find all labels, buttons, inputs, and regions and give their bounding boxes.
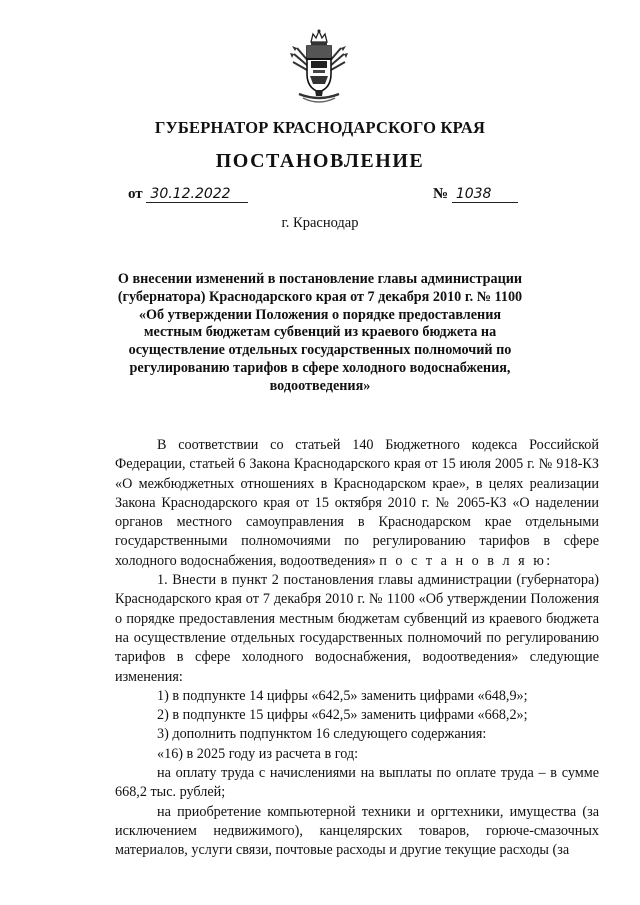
wages-paragraph: на оплату труда с начислениями на выплаты по оплате труда – в сумме 668,2 тыс. рублей; — [115, 765, 599, 801]
number-prefix: № — [433, 186, 449, 202]
date-value: 30.12.2022 — [146, 187, 248, 203]
document-type: ПОСТАНОВЛЕНИЕ — [215, 150, 425, 172]
document-body — [115, 436, 599, 861]
item-1: 1. Внести в пункт 2 постановления главы администрации (губернатора) Краснодарского края от 7 декабря 2010 г. № 1100 «Об утверждении Положения о порядке предоставления местным бюджетам субвенций из краевого бюджета на осуществление отдельных государственных полномочий по регулированию тарифов в сфере холодного водоснабжения, водоотведения» следующие изменения: — [115, 572, 599, 685]
subitem-16: «16) в 2025 году из расчета в год: — [157, 745, 359, 762]
equipment-paragraph: на приобретение компьютерной техники и оргтехники, имущества (за исключением недвижимого), канцелярских товаров, горюче-смазочных материалов, услуги связи, почтовые расходы и другие текущие расходы (за — [115, 803, 599, 859]
authority-title: ГУБЕРНАТОР КРАСНОДАРСКОГО КРАЯ — [154, 118, 486, 137]
preamble-text: В соответствии со статьей 140 Бюджетного кодекса Российской Федерации, статьей 6 Закона Краснодарского края от 15 июля 2005 г. № 918-КЗ «О межбюджетных отношениях в Краснодарском крае», в целях реализации Закона Краснодарского края от 15 октября 2010 г. № 2065-КЗ «О наделении органов местного самоуправления в Краснодарском крае отдельными государственными полномочиями по регулированию тарифов в сфере холодного водоснабжения, водоотведения» — [115, 437, 599, 569]
preamble-paragraph — [115, 436, 599, 571]
krasnodar-coat-of-arms-icon — [289, 28, 349, 108]
number-line — [433, 186, 518, 203]
decree-word: п о с т а н о в л я ю: — [379, 552, 553, 569]
subitem-3: 3) дополнить подпунктом 16 следующего содержания: — [157, 726, 487, 743]
number-value: 1038 — [452, 187, 518, 203]
subitem-1: 1) в подпункте 14 цифры «642,5» заменить цифрами «648,9»; — [157, 687, 528, 704]
document-subject: О внесении изменений в постановление главы администрации (губернатора) Краснодарского края от 7 декабря 2010 г. № 1100 «Об утверждении Положения о порядке предоставления местным бюджетам субвенций из краевого бюджета на осуществление отдельных государственных полномочий по регулированию тарифов в сфере холодного водоснабжения, водоотведения» — [117, 271, 523, 394]
subitem-2: 2) в подпункте 15 цифры «642,5» заменить цифрами «668,2»; — [157, 707, 528, 724]
date-prefix: от — [128, 186, 143, 202]
date-line — [128, 186, 248, 203]
city: г. Краснодар — [281, 215, 359, 231]
